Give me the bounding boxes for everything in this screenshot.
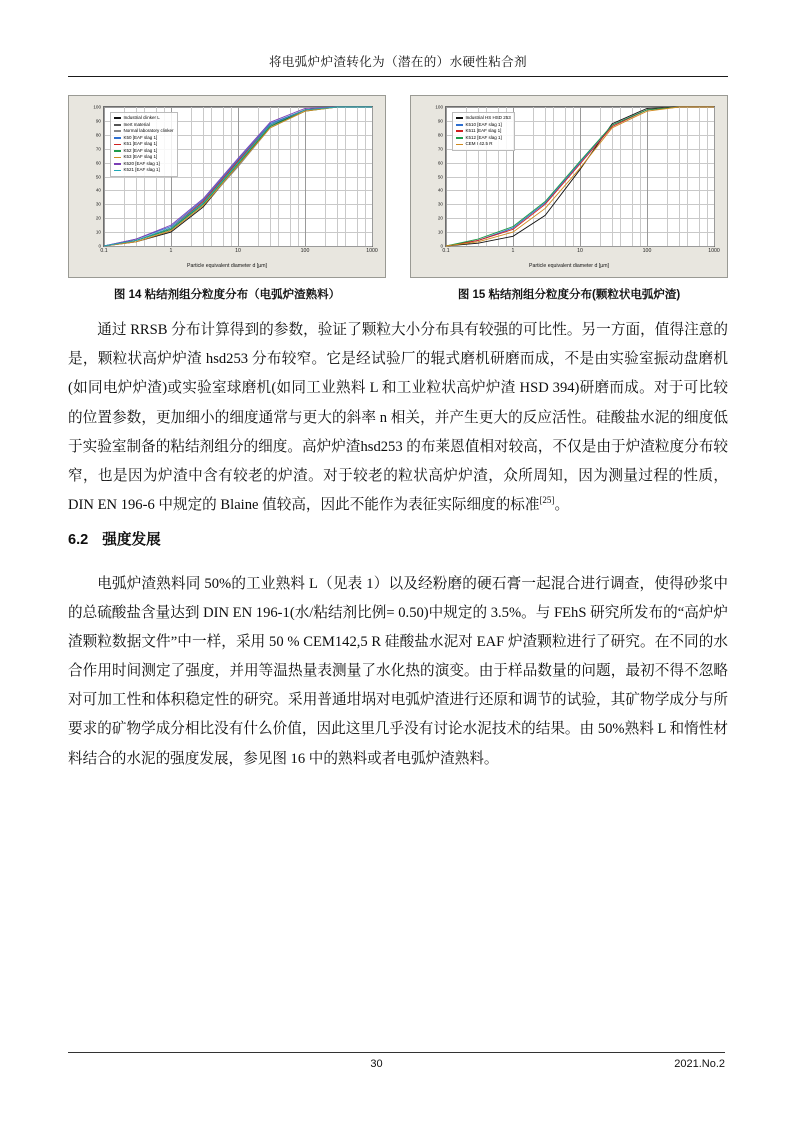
legend-label: Industrial clinker L bbox=[123, 115, 160, 120]
legend-item bbox=[456, 141, 511, 148]
chart-14-xtick: 10 bbox=[235, 248, 241, 254]
legend-label: K52 [EAF slag 1] bbox=[123, 147, 158, 153]
chart-15-xtick: 0.1 bbox=[442, 248, 450, 254]
legend-label: K511 [EAF slag 1] bbox=[465, 128, 502, 134]
chart-14-legend bbox=[110, 112, 178, 177]
chart-15-xtick: 10 bbox=[577, 248, 583, 254]
legend-swatch-icon bbox=[456, 117, 463, 119]
legend-label: K510 [EAF slag 1] bbox=[465, 121, 502, 127]
legend-label: K520 [EAF slag 1] bbox=[123, 160, 160, 166]
body-paragraph-1-wrapper bbox=[68, 316, 728, 520]
chart-14-frame bbox=[68, 95, 386, 278]
legend-label: K51 [EAF slag 1] bbox=[123, 141, 158, 147]
chart-15-xtick: 100 bbox=[642, 248, 652, 254]
body-paragraph-2: 电弧炉渣熟料同 50%的工业熟料 L（见表 1）以及经粉磨的硬石膏一起混合进行调查，使得砂浆中的总硫酸盐含量达到 DIN EN 196-1(水/粘结剂比例= 0.50)中规定的 3.5%。与 FEhS 研究所发布的“高炉炉渣颗粒数据文件”中一样，采用 50 % CEM142,5 R 硅酸盐水泥对 EAF 炉渣颗粒进行了研究。在不同的水合作用时间测定了强度，并用等温热量表测量了水化热的演变。由于样品数量的问题，最初不得不忽略对可加工性和体积稳定性的研究。采用普通坩埚对电弧炉渣进行还原和调节的试验，其矿物学成分与所要求的矿物学成分相比没有什么价值，因此这里几乎没有讨论水泥技术的结果。由 50%熟料 L 和惰性材料结合的水泥的强度发展，参见图 16 中的熟料或者电弧炉渣熟料。 bbox=[68, 575, 728, 767]
chart-15-ytick: 70 bbox=[437, 146, 443, 152]
legend-swatch-icon bbox=[114, 137, 121, 139]
chart-15-legend bbox=[452, 112, 515, 151]
chart-14-ytick: 0 bbox=[98, 243, 101, 249]
chart-14-ytick: 90 bbox=[95, 118, 101, 124]
section-number: 6.2 bbox=[68, 532, 89, 549]
chart-15-xlabel: Particle equivalent diameter d [µm] bbox=[529, 263, 609, 269]
legend-swatch-icon bbox=[456, 124, 463, 126]
paragraph-1-tail: 。 bbox=[554, 497, 570, 514]
chart-15-xtick: 1 bbox=[511, 248, 515, 254]
chart-14-ytick: 60 bbox=[95, 160, 101, 166]
legend-label: CEM I 42.5 R bbox=[465, 141, 493, 147]
section-heading-6-2 bbox=[68, 526, 728, 555]
legend-swatch-icon bbox=[456, 144, 463, 146]
section-title: 强度发展 bbox=[102, 532, 161, 549]
legend-swatch-icon bbox=[114, 117, 121, 119]
issue-label: 2021.No.2 bbox=[674, 1058, 725, 1070]
chart-15-ytick: 60 bbox=[437, 160, 443, 166]
figure-15 bbox=[410, 95, 728, 302]
citation-marker: [25] bbox=[539, 495, 555, 506]
chart-14-plot bbox=[93, 104, 378, 254]
chart-15-ytick: 20 bbox=[437, 215, 443, 221]
chart-15-frame bbox=[410, 95, 728, 278]
legend-swatch-icon bbox=[456, 130, 463, 132]
legend-label: K512 [EAF slag 1] bbox=[465, 134, 502, 140]
legend-swatch-icon bbox=[114, 124, 121, 126]
legend-label: Industrial HS HSD 253 bbox=[465, 115, 511, 120]
chart-15-ytick: 30 bbox=[437, 201, 443, 207]
legend-label: Inert material bbox=[123, 121, 150, 127]
paragraph-1-text: 通过 RRSB 分布计算得到的参数，验证了颗粒大小分布具有较强的可比性。另一方面，值得注意的是，颗粒状高炉炉渣 hsd253 分布较窄。它是经试验厂的辊式磨机研磨而成，不是由实验室振动盘磨机(如同电炉炉渣)或实验室球磨机(如同工业熟料 L 和工业粒状高炉炉渣 HSD 394)研磨而成。对于可比较的位置参数，更加细小的细度通常与更大的斜率 n 相关，并产生更大的反应活性。硅酸盐水泥的细度低于实验室制备的粘结剂组分的细度。高炉炉渣hsd253 的布莱恩值相对较高，不仅是由于炉渣粒度分布较窄，也是因为炉渣中含有较老的炉渣。对于较老的粒状高炉炉渣，众所周知，因为测量过程的性质，DIN EN 196-6 中规定的 Blaine 值较高，因此不能作为表征实际细度的标准 bbox=[68, 322, 728, 514]
chart-14-ytick: 30 bbox=[95, 201, 101, 207]
legend-label: Normal laboratory clinker bbox=[123, 128, 174, 134]
page-number: 30 bbox=[370, 1058, 383, 1070]
chart-14-ytick: 20 bbox=[95, 215, 101, 221]
body-paragraph-2-wrapper bbox=[68, 570, 728, 774]
chart-14-xtick: 0.1 bbox=[100, 248, 108, 254]
chart-15-ytick: 80 bbox=[437, 132, 443, 138]
chart-14-ytick: 70 bbox=[95, 146, 101, 152]
page-header-title: 将电弧炉炉渣转化为（潜在的）水硬性粘合剂 bbox=[268, 55, 527, 69]
chart-15-ytick: 10 bbox=[437, 229, 443, 235]
chart-15-ytick: 100 bbox=[435, 104, 443, 110]
legend-item bbox=[114, 167, 174, 174]
legend-label: K50 [EAF slag 1] bbox=[123, 134, 158, 140]
header-divider bbox=[68, 76, 728, 77]
chart-15-plot bbox=[435, 104, 720, 254]
page-content bbox=[68, 52, 728, 774]
chart-14-xtick: 1000 bbox=[366, 248, 378, 254]
legend-swatch-icon bbox=[114, 144, 121, 146]
chart-14-xlabel: Particle equivalent diameter d [µm] bbox=[187, 263, 267, 269]
chart-15-ytick: 50 bbox=[437, 174, 443, 179]
chart-15-ytick: 40 bbox=[437, 187, 443, 193]
chart-14-ytick: 80 bbox=[95, 132, 101, 138]
chart-14-ytick: 50 bbox=[95, 174, 101, 179]
legend-swatch-icon bbox=[114, 170, 121, 172]
body-paragraph-1 bbox=[68, 316, 728, 520]
chart-15-ytick: 0 bbox=[440, 243, 443, 249]
chart-15-ytick: 90 bbox=[437, 118, 443, 124]
figure-14 bbox=[68, 95, 386, 302]
figure-row bbox=[68, 95, 728, 302]
legend-label: K53 [EAF slag 1] bbox=[123, 154, 158, 160]
legend-swatch-icon bbox=[114, 163, 121, 165]
chart-14-ytick: 100 bbox=[93, 104, 101, 110]
legend-swatch-icon bbox=[456, 137, 463, 139]
page-footer bbox=[68, 1052, 725, 1070]
legend-swatch-icon bbox=[114, 130, 121, 132]
figure-15-caption: 图 15 粘结剂组分粒度分布(颗粒状电弧炉渣) bbox=[457, 289, 681, 301]
legend-label: K521 [EAF slag 1] bbox=[123, 167, 160, 173]
chart-15-xtick: 1000 bbox=[708, 248, 720, 254]
chart-14-ytick: 40 bbox=[95, 187, 101, 193]
legend-swatch-icon bbox=[114, 157, 121, 159]
figure-14-caption: 图 14 粘结剂组分粒度分布（电弧炉渣熟料） bbox=[113, 289, 341, 301]
legend-swatch-icon bbox=[114, 150, 121, 152]
chart-14-xtick: 1 bbox=[169, 248, 173, 254]
chart-14-xtick: 100 bbox=[300, 248, 310, 254]
chart-14-ytick: 10 bbox=[95, 229, 101, 235]
